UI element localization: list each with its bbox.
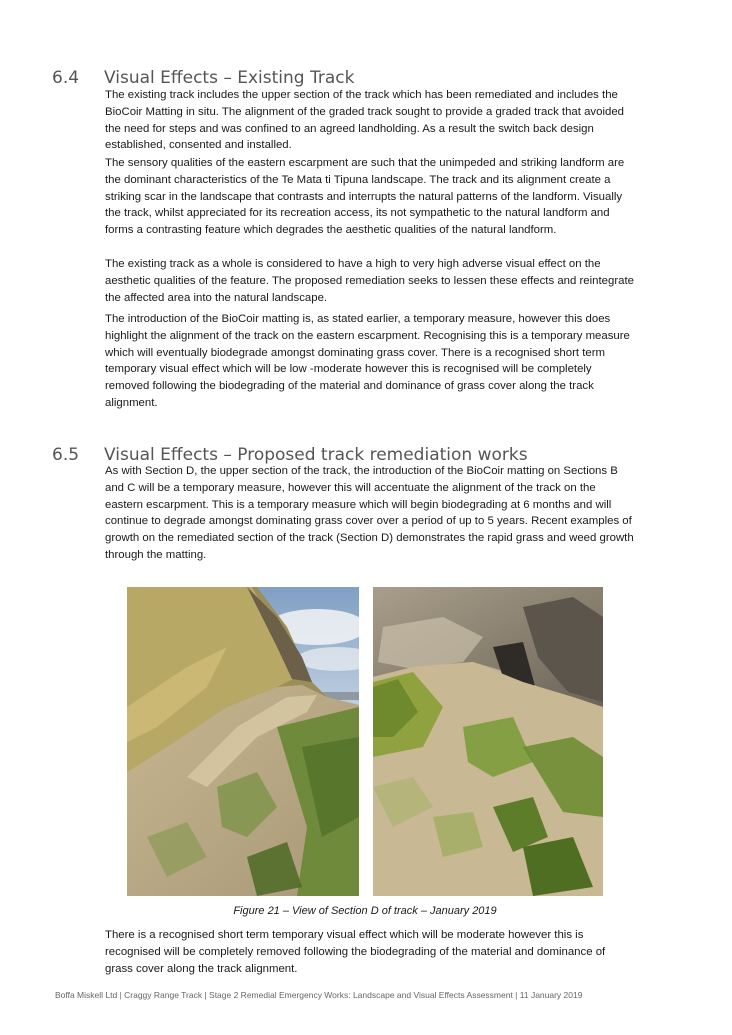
paragraph: As with Section D, the upper section of the track, the introduction of the BioCoir matting on Sections B and C will be a temporary measure, however this will accentuate the alignment of the track on the eastern escarpment. This is a temporary measure which will begin biodegrading at 6 months and will continue to degrade amongst dominating grass cover over a period of up to 5 years. Recent examples of growth on the remediated section of the track (Section D) demonstrates the rapid grass and weed growth through the matting.: [105, 465, 634, 561]
paragraph: The introduction of the BioCoir matting is, as stated earlier, a temporary measure, however this does highlight the alignment of the track on the eastern escarpment. Recognising this is a temporary measure which will eventually biodegrade amongst dominating grass cover. There is a recognised short term temporary visual effect which will be low -moderate however this is recognised will be completely removed following the biodegrading of the material and dominance of grass cover along the track alignment.: [105, 313, 630, 409]
paragraph: The existing track as a whole is considered to have a high to very high adverse visual effect on the aesthetic qualities of the feature. The proposed remediation seeks to lessen these effects and reintegrate the affected area into the natural landscape.: [105, 258, 634, 304]
page-footer: Boffa Miskell Ltd | Craggy Range Track | Stage 2 Remedial Emergency Works: Landscape and Visual Effects Assessment | 11 January 2019: [55, 990, 583, 1000]
paragraph: There is a recognised short term temporary visual effect which will be moderate however this is recognised will be completely removed following the biodegrading of the material and dominance of grass cover along the track alignment.: [105, 929, 606, 975]
section-title: Visual Effects – Existing Track: [104, 68, 355, 89]
figure-caption: Figure 21 – View of Section D of track – January 2019: [233, 905, 497, 917]
section-title: Visual Effects – Proposed track remediation works: [104, 445, 528, 466]
track-photo-left: [127, 587, 359, 896]
track-photo-right: [373, 587, 603, 896]
paragraph: The sensory qualities of the eastern escarpment are such that the unimpeded and striking landform are the dominant characteristics of the Te Mata ti Tipuna landscape. The track and its alignment create a striking scar in the landscape that contrasts and interrupts the natural patterns of the landform. Visually the track, whilst appreciated for its recreation access, its not sympathetic to the natural landform and forms a contrasting feature which degrades the aesthetic qualities of the natural landform.: [105, 157, 625, 237]
paragraph: The existing track includes the upper section of the track which has been remediated and includes the BioCoir Matting in situ. The alignment of the graded track sought to provide a graded track that avoided the need for steps and was confined to an agreed landholding. As a result the switch back design established, consented and installed.: [105, 89, 624, 152]
section-6-4-heading: [52, 68, 354, 88]
section-number: 6.5: [52, 445, 80, 466]
section-number: 6.4: [52, 68, 80, 89]
